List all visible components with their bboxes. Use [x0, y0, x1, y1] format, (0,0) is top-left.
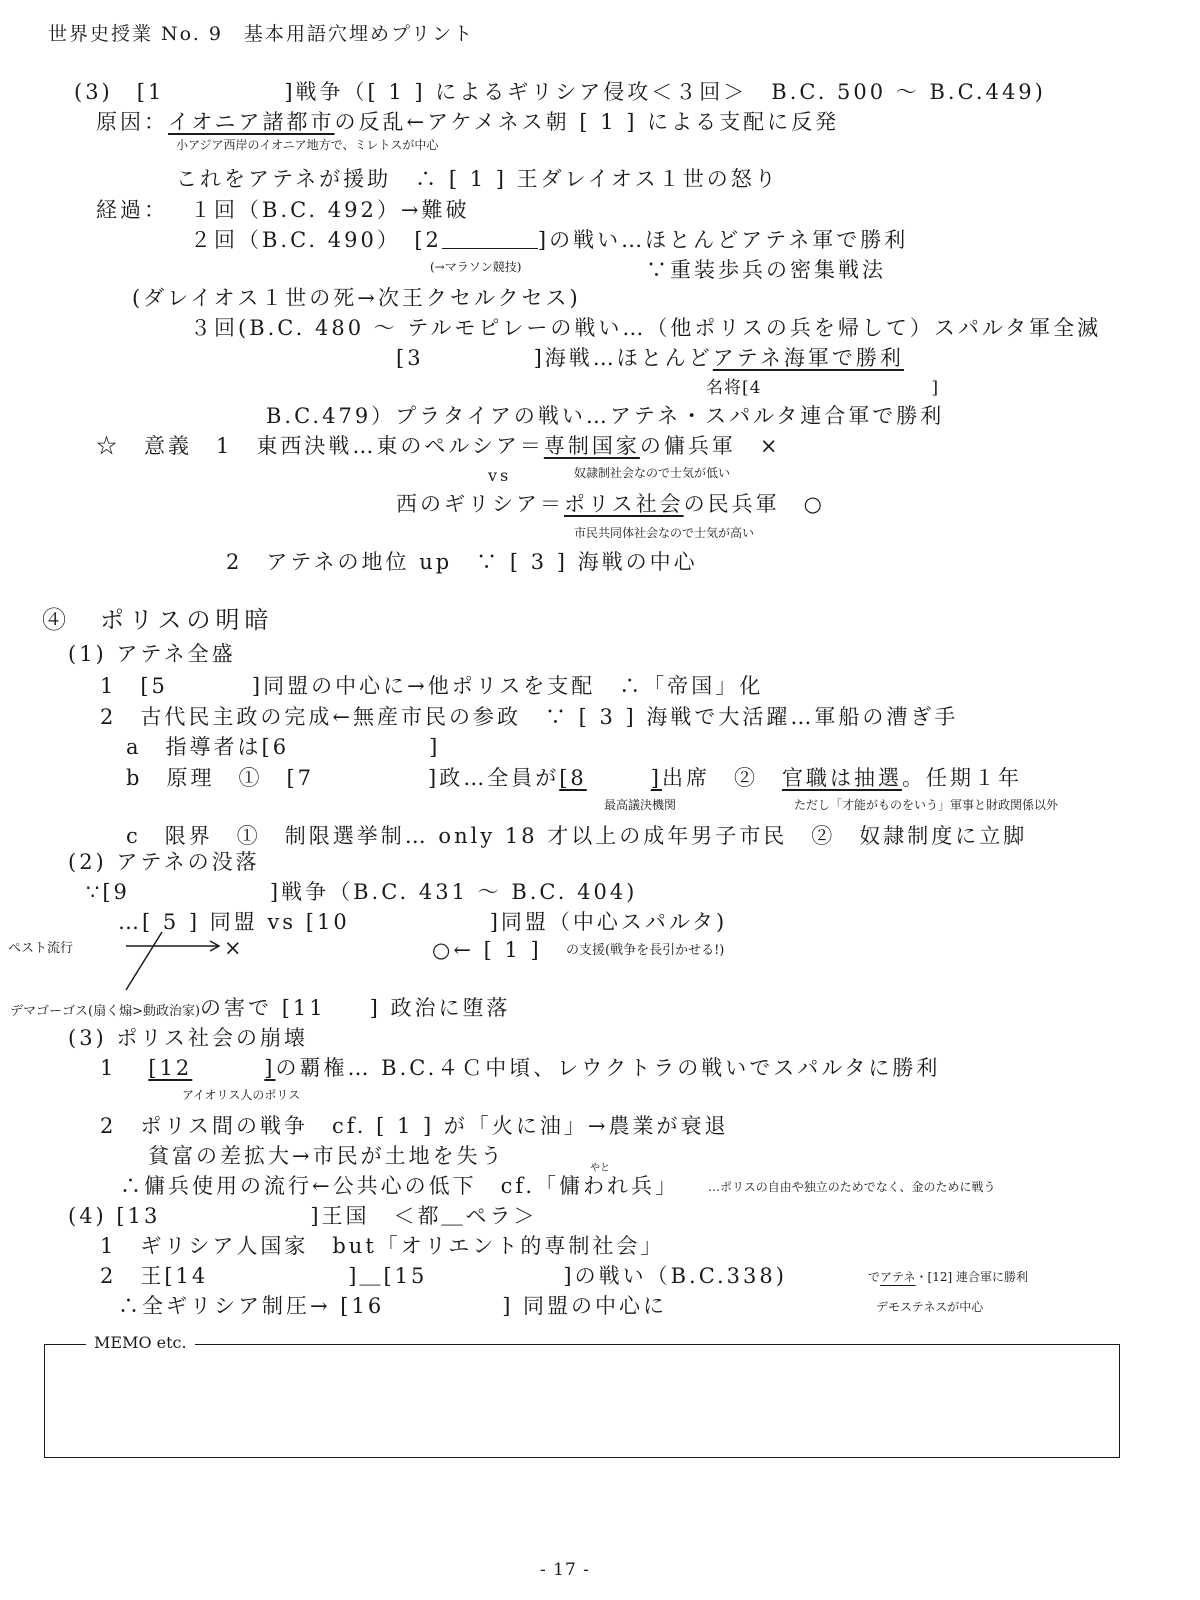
p4-2-note-u: アテネ [880, 1270, 916, 1284]
general-b: ] [931, 378, 940, 398]
p3-heading: (3) ポリス社会の崩壊 [68, 1026, 309, 1050]
cause-note: 小アジア西岸のイオニア地方で、ミレトスが中心 [176, 138, 439, 152]
p4-2-note [868, 1270, 1028, 1284]
p4b: ]王国 ＜都＿ペラ＞ [310, 1204, 538, 1228]
p4-3a: ∴全ギリシア制圧→ [16 [118, 1294, 385, 1318]
p2-2b: ]同盟（中心スパルタ) [489, 910, 728, 934]
p2-1b: ]戦争（B.C. 431 ～ B.C. 404) [269, 880, 638, 904]
cause-rest: の反乱←アケメネス朝 [ 1 ] による支配に反発 [334, 110, 840, 134]
p4-2 [100, 1262, 787, 1290]
circle-a: ○← [ 1 ] [432, 938, 542, 962]
p1-c: c 限界 ① 制限選挙制… only 18 才以上の成年男子市民 ② 奴隷制度に立脚 [126, 824, 1028, 848]
course-2b: ]の戦い…ほとんどアテネ軍で勝利 [537, 228, 909, 252]
course-2-reason: ∵重装歩兵の密集戦法 [646, 258, 886, 282]
p4-3-note: デモステネスが中心 [876, 1300, 984, 1314]
p1-heading: (1) アテネ全盛 [68, 642, 236, 666]
meaning-a: ☆ 意義 1 東西決戦…東のペルシア＝ [96, 434, 544, 458]
p1-a-b: ] [429, 735, 441, 759]
p4-2a: 2 王[14 [100, 1264, 209, 1288]
p4-3 [118, 1292, 667, 1320]
cause-line2: これをアテネが援助 ∴ [ 1 ] 王ダレイオス１世の怒り [176, 167, 779, 191]
p3-1 [100, 1054, 940, 1082]
p3-1a: 1 [100, 1056, 117, 1080]
p3-2b: 貧富の差拡大→市民が土地を失う [148, 1144, 505, 1168]
p1-b-note2: ただし「才能がものをいう」軍事と財政関係以外 [794, 798, 1059, 812]
west-b: の民兵軍 ○ [683, 492, 825, 516]
course-3b-a: [3 [396, 346, 424, 370]
p3-1d: の覇権… B.C.４Ｃ中頃、レウクトラの戦いでスパルタに勝利 [275, 1056, 941, 1080]
s4-heading: ④ ポリスの明暗 [42, 606, 274, 634]
p4-2c: ]の戦い（B.C.338) [563, 1264, 787, 1288]
p2-2a: …[ 5 ] 同盟 vs [10 [118, 910, 350, 934]
page-title: 世界史授業 No. 9 基本用語穴埋めプリント [48, 23, 475, 45]
p4-2-note-a: で [868, 1270, 881, 1284]
darius-line: (ダレイオス１世の死→次王クセルクセス) [132, 286, 581, 310]
p4-2b: ]＿[15 [348, 1264, 428, 1288]
west-note: 市民共同体社会なので士気が高い [574, 526, 755, 540]
p4-2-note-b: ・[12] 連合軍に勝利 [915, 1270, 1028, 1284]
p1-b-f: 。任期１年 [901, 766, 1022, 790]
s3-heading-b: ]戦争（[ 1 ] によるギリシア侵攻＜３回＞ B.C. 500 ～ B.C.449) [284, 80, 1046, 104]
circle-note: の支援(戦争を長引かせる!) [566, 943, 725, 958]
p2-1a: ∵[9 [86, 880, 130, 904]
p1-1b: ]同盟の中心に→他ポリスを支配 ∴「帝国」化 [251, 674, 764, 698]
p1-2: 2 古代民主政の完成←無産市民の参政 ∵ [ 3 ] 海戦で大活躍…軍船の漕ぎ手 [100, 705, 959, 729]
cause-label: 原因： [96, 110, 168, 134]
demagogue-slash [126, 932, 162, 990]
memo-box[interactable] [44, 1344, 1120, 1458]
p4-heading [68, 1202, 538, 1230]
west-a: 西のギリシア＝ [396, 492, 564, 516]
cause-underlined: イオニア諸都市 [168, 110, 335, 134]
p3-2c [120, 1172, 679, 1200]
p4a: (4) [13 [68, 1204, 161, 1228]
page-number: - 17 - [540, 1560, 590, 1580]
course-2a: ２回（B.C. 490） [2 [190, 228, 442, 252]
course-label: 経過： [96, 198, 168, 222]
p3-2c-note: …ポリスの自由や独立のためでなく、金のために戦う [708, 1180, 996, 1194]
p1-b-note1: 最高議決機関 [604, 798, 677, 812]
demagogue-line [10, 994, 511, 1026]
p1-1a: 1 [5 [100, 674, 168, 698]
blank-8-label: [8 [559, 766, 587, 790]
p1-b-u: 官職は抽選 [781, 766, 902, 790]
p3-1-note: アイオリス人のポリス [182, 1088, 301, 1102]
demagogue-a: デマゴーゴス(扇く煽>動政治家) [10, 1004, 201, 1019]
demagogue-c: ] 政治に堕落 [369, 996, 511, 1020]
meaning-u1: 専制国家 [543, 434, 640, 458]
p1-a-a: a 指導者は[6 [126, 735, 290, 759]
course-3b-u: アテネ海軍で勝利 [712, 346, 904, 370]
blank-12-label: [12 [148, 1056, 193, 1080]
plague-text: ペスト流行 [8, 941, 74, 956]
meaning-b: の傭兵軍 × [639, 434, 781, 458]
memo-label: MEMO etc. [86, 1331, 195, 1355]
blank-8-close: ] [650, 766, 662, 790]
blank-12-close: ] [264, 1056, 276, 1080]
p3-2c-a: ∴傭兵使用の流行←公共心の低下 cf.「傭われ兵」 [120, 1174, 680, 1198]
p1-b-e: 出席 ② [661, 766, 782, 790]
blank-12 [148, 1056, 275, 1080]
course-1: １回（B.C. 492）→難破 [190, 198, 470, 222]
p1-b-b: ]政…全員が [428, 766, 560, 790]
course-3c: B.C.479）プラタイアの戦い…アテネ・スパルタ連合軍で勝利 [266, 404, 945, 428]
p4-3b: ] 同盟の中心に [502, 1294, 668, 1318]
s3-heading-a: (3) [1 [74, 80, 165, 104]
p2-heading: (2) アテネの没落 [68, 850, 260, 874]
west-u: ポリス社会 [564, 492, 684, 516]
p1-b-a: b 原理 ① [7 [126, 766, 314, 790]
demagogue-b: の害で [11 [200, 996, 326, 1020]
course-2-note: (→マラソン競技) [430, 260, 522, 274]
vs-text: vs [488, 466, 512, 485]
cross-mark: × [224, 936, 245, 960]
p4-1: 1 ギリシア人国家 but「オリエント的専制社会」 [100, 1234, 665, 1258]
ruby-yato: やと [590, 1163, 610, 1174]
general-a: 名将[4 [706, 378, 762, 398]
meaning-2: 2 アテネの地位 up ∵ [ 3 ] 海戦の中心 [226, 550, 698, 574]
course-3a: ３回(B.C. 480 ～ テルモピレーの戦い…（他ポリスの兵を帰して）スパルタ軍全滅 [190, 316, 1102, 340]
course-3b-b: ]海戦…ほとんど [533, 346, 713, 370]
east-note: 奴隷制社会なので士気が低い [574, 466, 731, 480]
p3-2: 2 ポリス間の戦争 cf. [ 1 ] が「火に油」→農業が衰退 [100, 1114, 729, 1138]
